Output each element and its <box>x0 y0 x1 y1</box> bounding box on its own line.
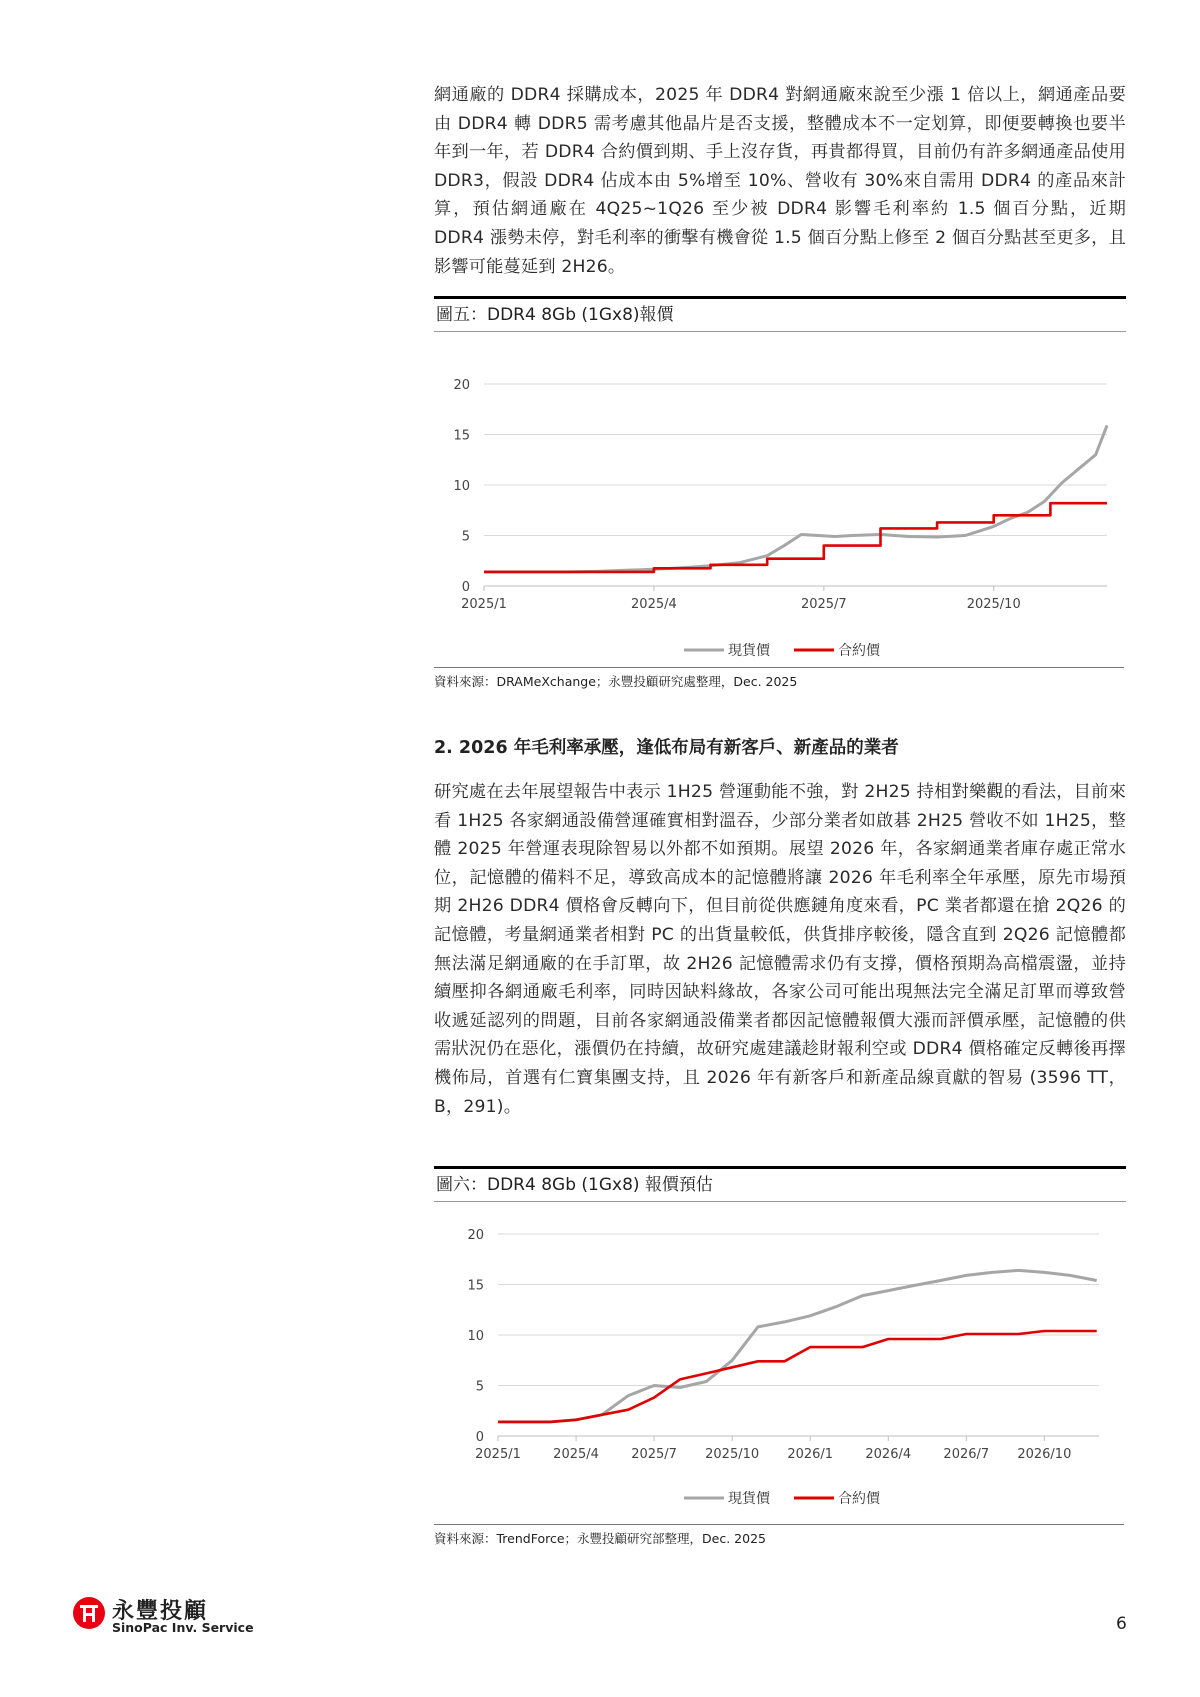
paragraph-text: 研究處在去年展望報告中表示 1H25 營運動能不強，對 2H25 持相對樂觀的看法，目前來看 1H25 各家網通設備營運確實相對溫吞，少部分業者如啟碁 2H25 營收不如 1H25，整體 2025 年營運表現除智易以外都不如預期。展望 2026 年，各家網通業者庫存處正常水位，記憶體的備料不足，導致高成本的記憶體將讓 2026 年毛利率全年承壓，原先市場預期 2H26 DDR4 價格會反轉向下，但目前從供應鏈角度來看，PC 業者都還在搶 2Q26 的記憶體，考量網通業者相對 PC 的出貨量較低，供貨排序較後，隱含直到 2Q26 記憶體都無法滿足網通廠的在手訂單，故 2H26 記憶體需求仍有支撐，價格預期為高檔震盪，並持續壓抑各網通廠毛利率，同時因缺料緣故，各家公司可能出現無法完全滿足訂單而導致營收遞延認列的問題，目前各家網通設備業者都因記憶體報價大漲而評價承壓，記憶體的供需狀況仍在惡化，漲價仍在持續，故研究處建議趁財報利空或 DDR4 價格確定反轉後再擇機佈局，首選有仁寶集團支持，且 2026 年有新客戶和新產品線貢獻的智易 (3596 TT，B，291)。 <box>434 782 1126 1117</box>
series-line-spot <box>498 1270 1097 1422</box>
intro-paragraph <box>434 81 1126 281</box>
y-tick-label: 15 <box>467 1278 484 1294</box>
section2-paragraph <box>434 778 1126 1121</box>
x-tick-label: 2026/10 <box>1017 1447 1072 1462</box>
y-tick-label: 20 <box>467 1228 484 1243</box>
y-tick-label: 10 <box>467 1329 484 1344</box>
x-tick-label: 2026/1 <box>787 1447 834 1462</box>
x-tick-label: 2025/10 <box>966 597 1021 612</box>
x-tick-label: 2025/4 <box>631 597 677 612</box>
figure5-chart <box>434 334 1124 664</box>
series-line-contract <box>498 1331 1097 1422</box>
figure5-source: 資料來源：DRAMeXchange；永豐投顧研究處整理，Dec. 2025 <box>434 667 1124 690</box>
y-tick-label: 10 <box>453 479 470 494</box>
logo-name-zh: 永豐投顧 <box>112 1599 209 1624</box>
x-tick-label: 2026/4 <box>865 1447 912 1462</box>
y-tick-label: 0 <box>461 580 470 595</box>
x-tick-label: 2025/10 <box>705 1447 760 1462</box>
legend-label: 合約價 <box>838 643 880 659</box>
logo-name-en: SinoPac Inv. Service <box>112 1620 254 1635</box>
section-heading: 2. 2026 年毛利率承壓，逢低布局有新客戶、新產品的業者 <box>434 738 899 758</box>
x-tick-label: 2025/1 <box>461 597 507 612</box>
paragraph-text: 網通廠的 DDR4 採購成本，2025 年 DDR4 對網通廠來說至少漲 1 倍以上，網通產品要由 DDR4 轉 DDR5 需考慮其他晶片是否支援，整體成本不一定划算，即便要轉換也要半年到一年，若 DDR4 合約價到期、手上沒存貨，再貴都得買，目前仍有許多網通產品使用 DDR3，假設 DDR4 佔成本由 5%增至 10%、營收有 30%來自需用 DDR4 的產品來計算，預估網通廠在 4Q25~1Q26 至少被 DDR4 影響毛利率約 1.5 個百分點，近期 DDR4 漲勢未停，對毛利率的衝擊有機會從 1.5 個百分點上修至 2 個百分點甚至更多，且影響可能蔓延到 2H26。 <box>434 85 1126 277</box>
x-tick-label: 2025/1 <box>475 1447 521 1462</box>
legend-label: 合約價 <box>838 1491 880 1507</box>
page-number: 6 <box>1116 1614 1127 1634</box>
x-tick-label: 2026/7 <box>943 1447 990 1462</box>
y-tick-label: 20 <box>453 378 470 393</box>
figure6-source: 資料來源：TrendForce；永豐投顧研究部整理，Dec. 2025 <box>434 1524 1124 1547</box>
figure5-title: 圖五：DDR4 8Gb (1Gx8)報價 <box>434 296 1126 332</box>
sinopac-logo-icon <box>72 1596 106 1630</box>
x-tick-label: 2025/7 <box>631 1447 677 1462</box>
y-tick-label: 5 <box>461 529 470 545</box>
figure6-title: 圖六：DDR4 8Gb (1Gx8) 報價預估 <box>434 1166 1126 1202</box>
y-tick-label: 5 <box>475 1379 484 1395</box>
legend-label: 現貨價 <box>728 643 770 659</box>
y-tick-label: 15 <box>453 428 470 444</box>
legend-label: 現貨價 <box>728 1491 770 1507</box>
figure6-chart <box>434 1204 1124 1520</box>
x-tick-label: 2025/4 <box>553 1447 599 1462</box>
series-line-spot <box>484 425 1107 572</box>
y-tick-label: 0 <box>475 1430 484 1445</box>
x-tick-label: 2025/7 <box>800 597 847 612</box>
